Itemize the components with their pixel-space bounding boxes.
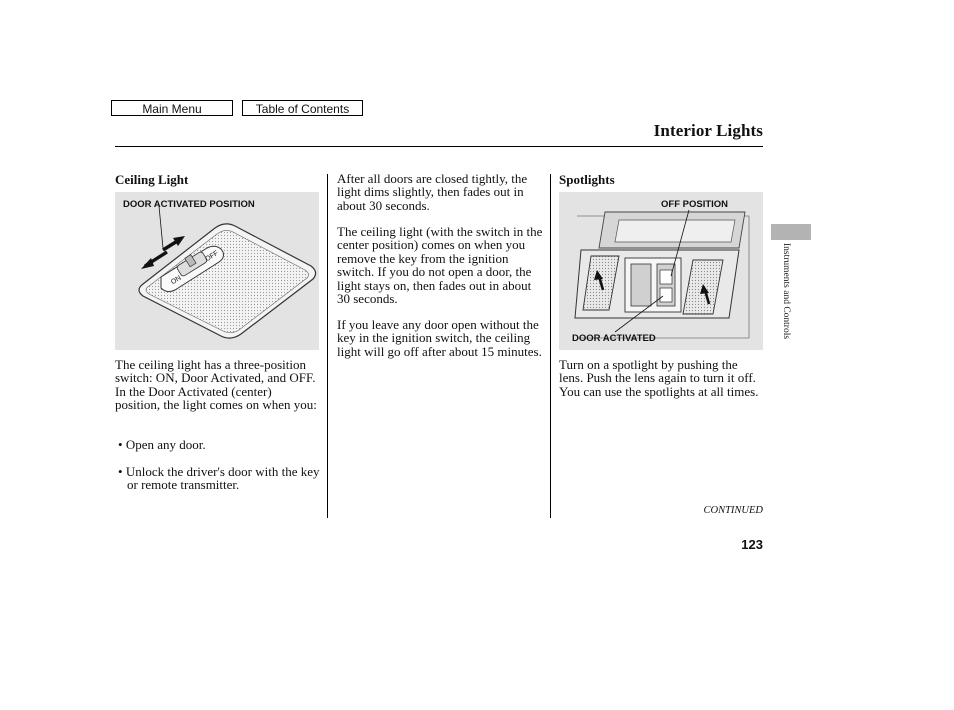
table-of-contents-button[interactable]: Table of Contents <box>242 100 363 116</box>
door-open-paragraph: If you leave any door open without the key in the ignition switch, the ceiling light will go off after about 15 minutes. <box>337 317 542 359</box>
spotlights-heading: Spotlights <box>559 172 615 187</box>
main-menu-button[interactable]: Main Menu <box>111 100 233 116</box>
key-removed-paragraph: The ceiling light (with the switch in the center position) comes on when you remove the key from the ignition switch. If you do not open a door, the light stays on, then fades out in about 30 seconds. <box>337 224 543 307</box>
ceiling-light-description: The ceiling light has a three-position switch: ON, Door Activated, and OFF. In the Door Activated (center) position, the light comes on when you: <box>115 357 317 413</box>
continued-note: CONTINUED <box>703 505 763 516</box>
off-position-label: OFF POSITION <box>661 199 729 210</box>
page-title: Interior Lights <box>653 121 763 140</box>
section-side-tab <box>771 224 811 240</box>
door-activated-label: DOOR ACTIVATED <box>572 333 656 344</box>
header-rule <box>115 146 763 147</box>
switch-on-label: ON <box>169 274 183 287</box>
spotlights-illustration <box>559 192 763 350</box>
doors-closed-paragraph: After all doors are closed tightly, the light dims slightly, then fades out in about 30 seconds. <box>337 171 528 213</box>
section-side-label: Instruments and Controls <box>781 243 791 340</box>
ceiling-light-illustration <box>115 192 319 350</box>
spotlights-figure <box>559 192 763 350</box>
ceiling-light-figure <box>115 192 319 350</box>
ceiling-light-heading: Ceiling Light <box>115 172 189 187</box>
page-number: 123 <box>741 537 763 552</box>
switch-off-label: OFF <box>204 249 220 264</box>
door-activated-position-label: DOOR ACTIVATED POSITION <box>123 199 255 210</box>
spotlights-description: Turn on a spotlight by pushing the lens. Push the lens again to turn it off. You can use the spotlights at all times. <box>559 357 759 399</box>
column-divider-2 <box>550 174 551 518</box>
bullet-unlock-door: • Unlock the driver's door with the key or remote transmitter. <box>118 464 320 493</box>
bullet-open-door: • Open any door. <box>118 437 206 452</box>
